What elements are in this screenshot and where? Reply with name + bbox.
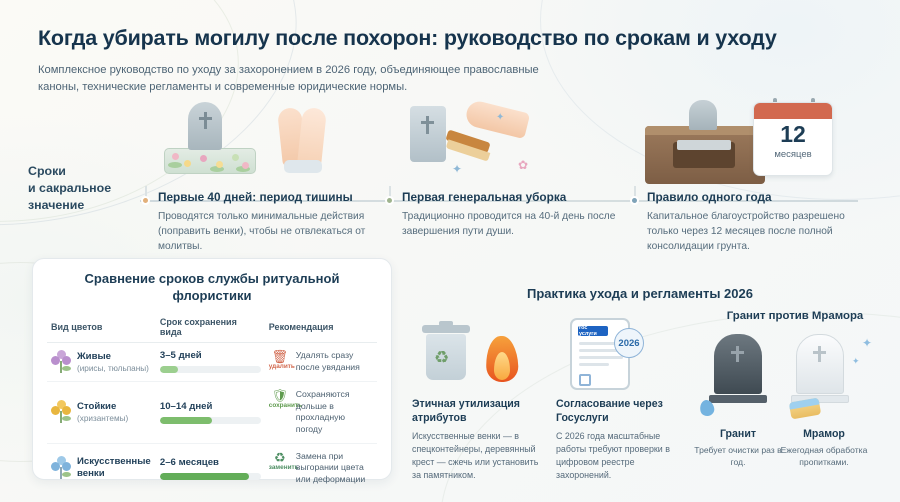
cell-type: [47, 381, 156, 443]
page-subtitle: Комплексное руководство по уходу за захоронением в 2026 году, объединяющее православные каноны, технические регламенты и современные юридические нормы.: [38, 64, 539, 94]
flame-illustration: [482, 330, 522, 386]
recycle-bin-illustration: [420, 325, 472, 387]
block-text: С 2026 года масштабные работы требуют проверки в цифровом реестре захоронений.: [556, 431, 670, 480]
leaf-icon: [168, 162, 182, 168]
cell-type: [47, 342, 156, 381]
trash-icon: 🗑 удалить: [268, 349, 295, 371]
cross-icon: [818, 346, 821, 362]
headstone: [410, 106, 446, 162]
document-line: [579, 363, 609, 366]
sparkle-icon: ✦: [862, 336, 873, 350]
material-name: Мрамор: [803, 428, 845, 440]
calendar-header-bar: [754, 103, 832, 119]
cell-duration: [156, 342, 265, 381]
monument-base: [709, 395, 767, 403]
gosuslugi-label: гос услуги: [579, 325, 597, 338]
timeline-item-title: Правило одного года: [647, 190, 772, 204]
marble-stone: [796, 334, 844, 394]
cross-icon: [421, 121, 434, 124]
timeline-item-title: Первые 40 дней: период тишины: [158, 190, 353, 204]
checkbox-icon: [579, 374, 591, 386]
sponge-icon: [789, 398, 821, 420]
recommendation-cell: [269, 451, 373, 486]
flower-name: Живые: [77, 350, 111, 362]
cross-icon: [199, 117, 212, 120]
flower-icon: [51, 456, 71, 480]
marble-monument-illustration: [796, 334, 849, 403]
flower-icon: ✿: [518, 158, 529, 172]
sparkle-icon: ✦: [496, 112, 505, 123]
timeline-item-title: Первая генеральная уборка: [402, 190, 567, 204]
duration-bar-fill: [160, 473, 249, 480]
recommendation-text: Удалять сразу после увядания: [295, 350, 360, 372]
table-header-row: [47, 317, 377, 343]
cleaning-brush-illustration: [400, 100, 540, 186]
cross-icon: [731, 351, 744, 354]
sleeve-cuff: [284, 160, 322, 173]
cross-icon: [204, 112, 207, 129]
icon-caption: сохранить: [268, 401, 302, 409]
flower-type-cell: [51, 400, 152, 424]
flower-icon: [51, 350, 71, 374]
recommendation-cell: [269, 389, 373, 436]
practice-block-approval: [556, 398, 684, 482]
cell-recommendation: [265, 342, 377, 381]
grave-with-flowers-illustration: [150, 100, 270, 180]
section-label-timeline: Сроки и сакральное значение: [28, 164, 112, 213]
cell-type: [47, 443, 156, 493]
comparison-card: [32, 258, 392, 485]
cross-icon: [736, 346, 739, 362]
flower-icon: [51, 400, 71, 424]
cell-duration: [156, 381, 265, 443]
practice-section-title: Практика ухода и регламенты 2026: [527, 286, 753, 301]
flower-icon: [232, 154, 239, 161]
flower-type-cell: [51, 456, 152, 480]
timeline-item-text: Традиционно проводится на 40-й день после завершения пути души.: [402, 211, 616, 238]
duration-bar-track: [160, 366, 261, 373]
recommendation-cell: [269, 350, 373, 373]
page-title: Когда убирать могилу после похорон: руководство по срокам и уходу: [38, 26, 777, 50]
concrete-slab: [677, 140, 731, 150]
recycle-icon: ♻: [434, 348, 450, 367]
granite-monument-illustration: [714, 334, 767, 403]
flower-icon: [184, 160, 191, 167]
recommendation-text: Замена при выгорании цвета или деформации: [295, 450, 366, 485]
flower-icon: [216, 161, 223, 168]
flower-name: Стойкие: [77, 401, 117, 413]
marble-label: [778, 428, 870, 468]
calendar-card: [753, 102, 833, 176]
calendar-soil-illustration: [645, 96, 845, 188]
material-desc: Ежегодная обработка пропитками.: [780, 445, 868, 468]
praying-hands-illustration: [272, 108, 334, 174]
timeline-node: [630, 196, 639, 205]
block-title: Этичная утилизация атрибутов: [412, 398, 520, 424]
table-row: [47, 342, 377, 381]
duration-bar-fill: [160, 417, 212, 424]
flower-name: Искусственные венки: [77, 456, 151, 480]
recommendation-text: Сохраняются дольше в прохладную погоду: [295, 388, 350, 434]
flower-subname: (хризантемы): [77, 414, 129, 424]
timeline-node: [141, 196, 150, 205]
timeline-item: [158, 190, 383, 255]
materials-title: Гранит против Мрамора: [726, 310, 864, 322]
material-desc: Требует очистки раз в год.: [694, 445, 782, 468]
cross-icon: [426, 116, 429, 134]
block-text: Искусственные венки — в спецконтейнеры, деревянный крест — сжечь или установить за памятником.: [412, 431, 539, 480]
duration-value: 10–14 дней: [159, 400, 213, 412]
cell-recommendation: [265, 381, 377, 443]
tablet-gosuslugi-illustration: [570, 318, 644, 392]
refresh-icon: ♻ заменить: [268, 449, 299, 471]
year-badge: 2026: [614, 328, 644, 358]
table-row: [47, 443, 377, 493]
duration-value: 3–5 дней: [159, 350, 202, 362]
flower-icon: [172, 153, 179, 160]
granite-label: [692, 428, 784, 468]
comparison-title: Сравнение сроков службы ритуальной флористики: [84, 271, 340, 303]
cell-recommendation: [265, 443, 377, 493]
timeline-item-text: Проводятся только минимальные действия (поправить венки), чтобы не отвлекаться от молитвы.: [158, 211, 366, 253]
duration-bar-fill: [160, 366, 178, 373]
duration-bar-track: [160, 417, 261, 424]
col-header-recommendation: Рекомендация: [265, 317, 377, 343]
duration-value: 2–6 месяцев: [159, 456, 219, 468]
table-row: [47, 381, 377, 443]
hand-icon: [297, 107, 327, 167]
icon-caption: заменить: [268, 463, 299, 471]
calendar-number: 12: [780, 121, 806, 147]
timeline-item: [647, 190, 872, 255]
document-line: [579, 349, 619, 352]
bin-lid: [422, 325, 470, 333]
cross-icon: [813, 351, 826, 354]
col-header-duration: Срок сохранения вида: [156, 317, 265, 343]
shield-icon: 🛡 сохранить: [268, 387, 302, 409]
col-header-type: Вид цветов: [47, 317, 156, 343]
granite-stone: [714, 334, 762, 394]
icon-caption: удалить: [268, 363, 295, 371]
duration-bar-track: [160, 473, 261, 480]
timeline-item-text: Капитальное благоустройство разрешено только через 12 месяцев после полной консолидации грунта.: [647, 211, 845, 253]
document-line: [579, 356, 623, 359]
flower-icon: [200, 155, 207, 162]
sparkle-icon: ✦: [452, 162, 463, 176]
practice-block-utilization: [412, 398, 540, 482]
material-name: Гранит: [719, 428, 757, 440]
flower-type-cell: [51, 350, 152, 374]
timeline-item: [402, 190, 627, 240]
comparison-table: [47, 317, 377, 493]
timeline-node: [385, 196, 394, 205]
flower-icon: [242, 162, 249, 169]
calendar-unit: месяцев: [774, 149, 812, 160]
flower-subname: (ирисы, тюльпаны): [77, 363, 149, 373]
cell-duration: [156, 443, 265, 493]
sparkle-icon: ✦: [852, 356, 860, 366]
block-title: Согласование через Госуслуги: [556, 398, 663, 424]
headstone: [689, 100, 717, 130]
header: [38, 26, 868, 96]
